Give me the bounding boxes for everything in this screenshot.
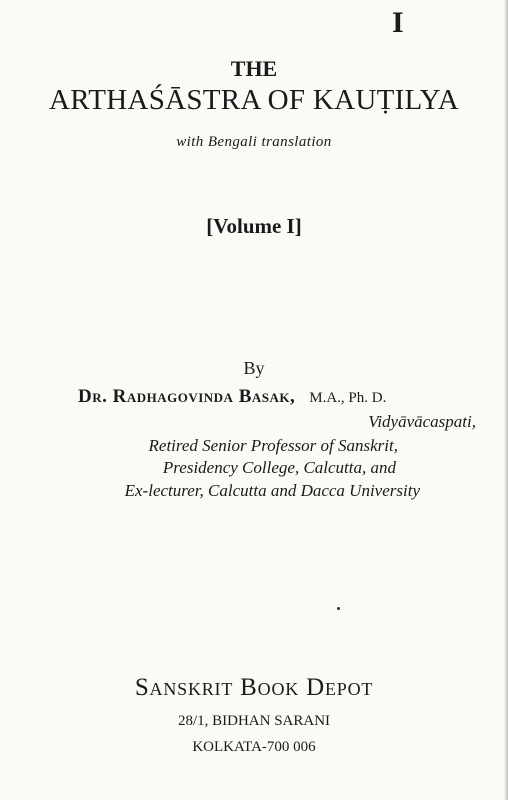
volume-label: [Volume I] (206, 214, 302, 238)
author-degrees: M.A., Ph. D. (309, 390, 387, 406)
publisher-address-line2: KOLKATA-700 006 (192, 739, 316, 755)
publisher-name: Sanskrit Book Depot (134, 674, 374, 701)
ink-speck (337, 607, 340, 610)
title-article: THE (230, 56, 278, 81)
author-line (78, 386, 386, 408)
publisher-address-line1: 28/1, BIDHAN SARANI (177, 713, 331, 729)
author-credential: Presidency College, Calcutta, and (162, 458, 396, 477)
author-credential: Vidyāvācaspati, (368, 412, 476, 431)
author-name: Dr. Radhagovinda Basak, (78, 386, 296, 407)
author-credential: Retired Senior Professor of Sanskrit, (148, 436, 398, 455)
volume-numeral: I (392, 6, 404, 39)
by-label: By (243, 358, 265, 378)
author-credential: Ex-lecturer, Calcutta and Dacca University (124, 481, 420, 500)
book-title: ARTHAŚĀSTRA OF KAUṬILYA (49, 84, 459, 116)
book-subtitle: with Bengali translation (176, 134, 332, 150)
